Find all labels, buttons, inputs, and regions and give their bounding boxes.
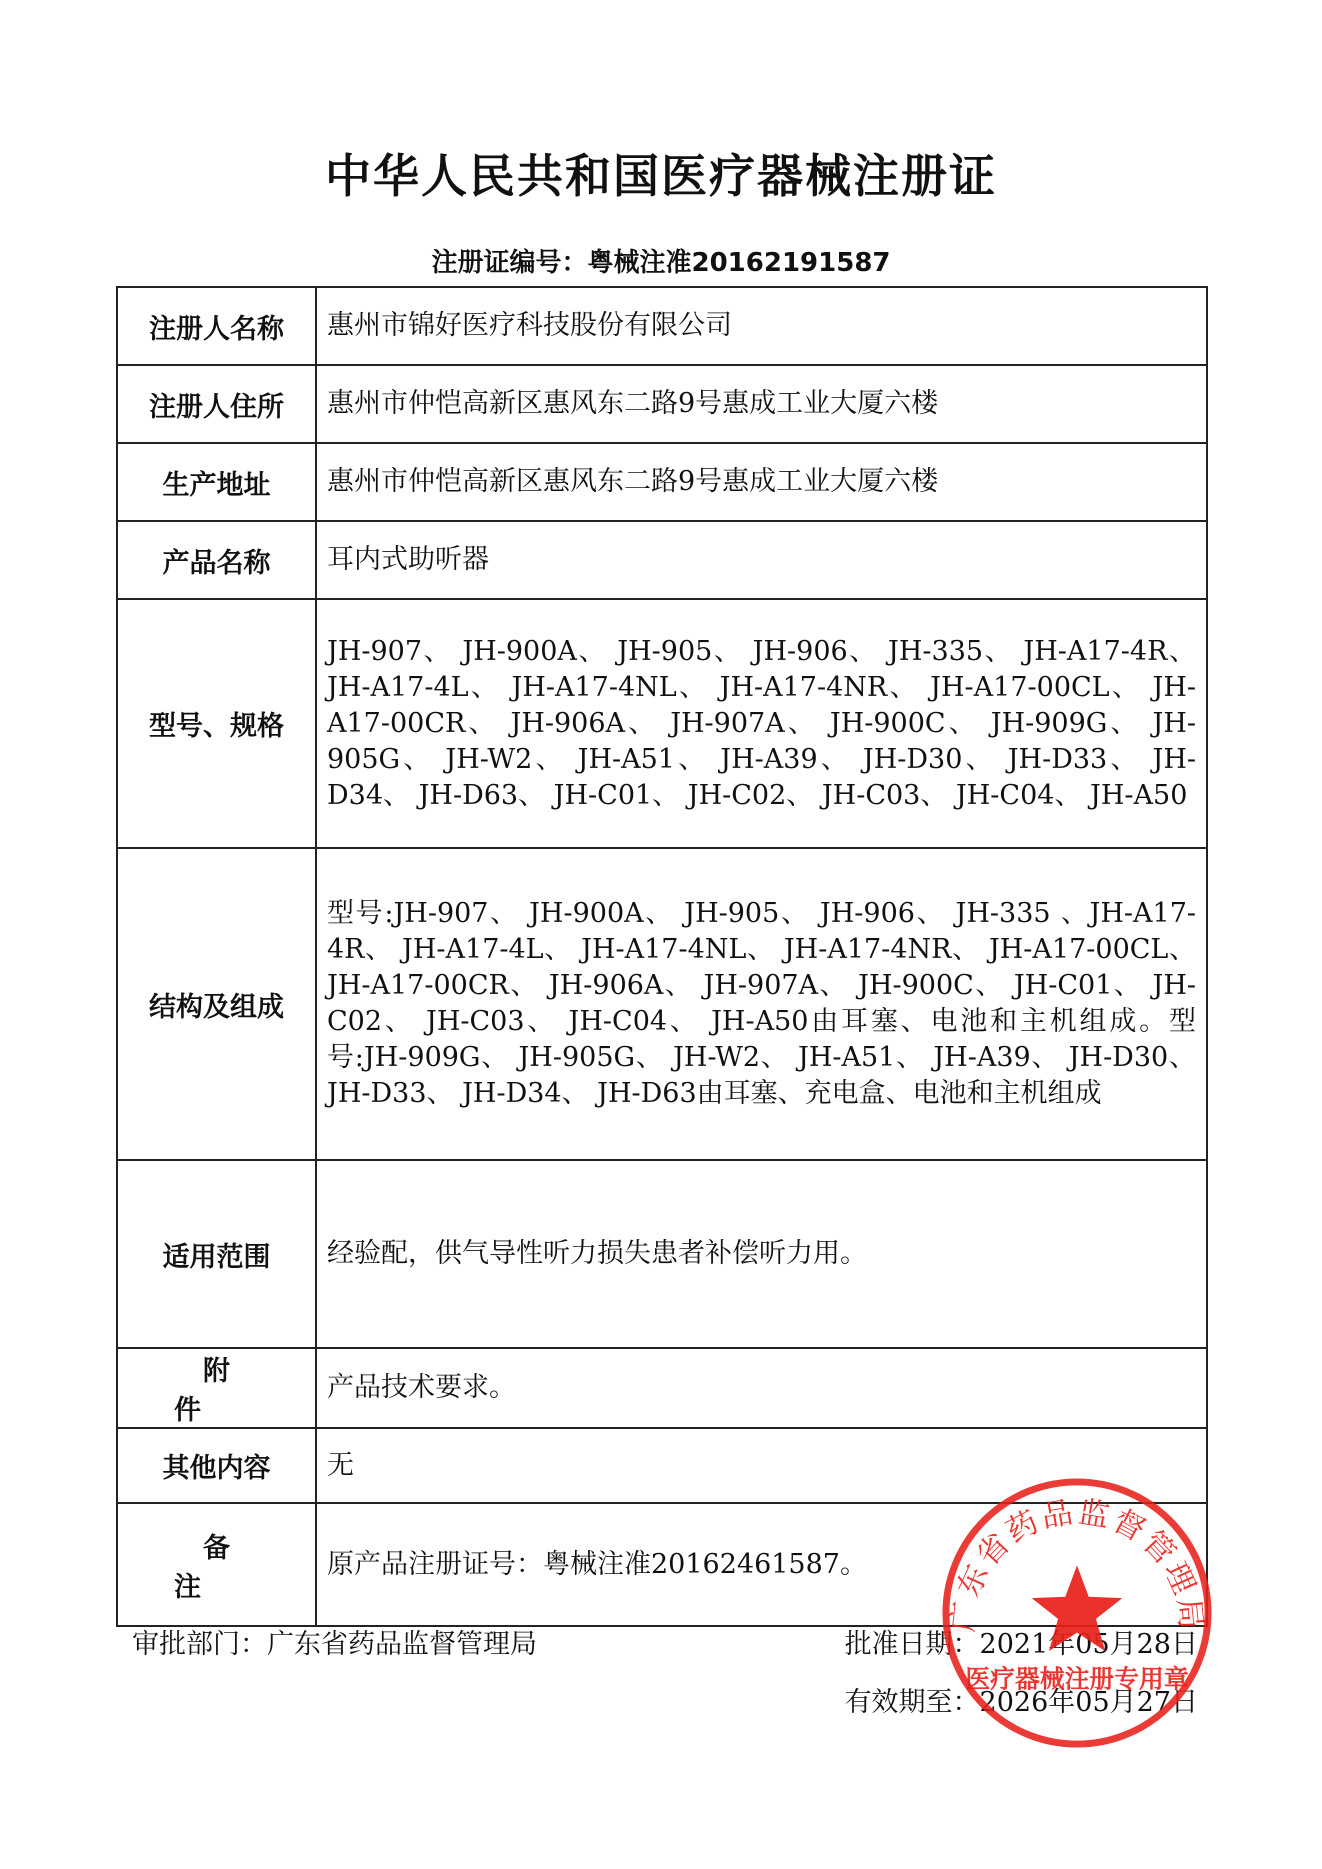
table-row <box>117 443 1207 521</box>
row-value-remarks: 原产品注册证号：粤械注准20162461587。 <box>316 1503 1207 1626</box>
table-row <box>117 1348 1207 1428</box>
row-value-registrant-address: 惠州市仲恺高新区惠风东二路9号惠成工业大厦六楼 <box>316 365 1207 443</box>
row-label-registrant-address: 注册人住所 <box>117 365 316 443</box>
registration-number: 注册证编号：粤械注准20162191587 <box>431 248 891 278</box>
row-value-scope: 经验配，供气导性听力损失患者补偿听力用。 <box>316 1160 1207 1348</box>
table-row <box>117 287 1207 365</box>
row-value-attachment: 产品技术要求。 <box>316 1348 1207 1428</box>
svg-text:医疗器械注册专用章: 医疗器械注册专用章 <box>965 1664 1189 1694</box>
row-label-product-name: 产品名称 <box>117 521 316 599</box>
svg-text:广东省药品监督管理局: 广东省药品监督管理局 <box>944 1494 1210 1634</box>
row-label-scope: 适用范围 <box>117 1160 316 1348</box>
table-row <box>117 848 1207 1160</box>
row-label-other: 其他内容 <box>117 1428 316 1503</box>
row-value-structure: 型号:JH-907、 JH-900A、 JH-905、 JH-906、 JH-335 、JH-A17-4R、 JH-A17-4L、 JH-A17-4NL、 JH-A17-4NR、 JH-A17-00CL、 JH-A17-00CR、 JH-906A、 JH-907A、 JH-900C、 JH-C01、 JH-C02、 JH-C03、 JH-C04、 JH-A50由耳塞、电池和主机组成。型号:JH-909G、 JH-905G、 JH-W2、 JH-A51、 JH-A39、 JH-D30、 JH-D33、 JH-D34、 JH-D63由耳塞、充电盒、电池和主机组成 <box>316 848 1207 1160</box>
row-label-attachment: 附件 <box>117 1348 316 1428</box>
valid-until: 有效期至：2026年05月27日 <box>844 1687 1198 1718</box>
row-label-remarks: 备注 <box>117 1503 316 1626</box>
table-row <box>117 521 1207 599</box>
row-value-product-name: 耳内式助听器 <box>316 521 1207 599</box>
row-value-production-address: 惠州市仲恺高新区惠风东二路9号惠成工业大厦六楼 <box>316 443 1207 521</box>
certificate-title: 中华人民共和国医疗器械注册证 <box>325 149 997 203</box>
row-value-other: 无 <box>316 1428 1207 1503</box>
table-row <box>117 599 1207 848</box>
row-value-registrant-name: 惠州市锦好医疗科技股份有限公司 <box>316 287 1207 365</box>
star-icon <box>1032 1565 1123 1651</box>
table-row <box>117 365 1207 443</box>
row-label-production-address: 生产地址 <box>117 443 316 521</box>
row-label-models: 型号、规格 <box>117 599 316 848</box>
row-label-structure: 结构及组成 <box>117 848 316 1160</box>
approval-department: 审批部门：广东省药品监督管理局 <box>132 1629 537 1660</box>
table-row <box>117 1160 1207 1348</box>
row-label-registrant-name: 注册人名称 <box>117 287 316 365</box>
approval-date: 批准日期：2021年05月28日 <box>844 1629 1198 1660</box>
row-value-models: JH-907、 JH-900A、 JH-905、 JH-906、 JH-335、 JH-A17-4R、 JH-A17-4L、 JH-A17-4NL、 JH-A17-4NR、 JH-A17-00CL、 JH-A17-00CR、 JH-906A、 JH-907A、 JH-900C、 JH-909G、 JH-905G、 JH-W2、 JH-A51、 JH-A39、 JH-D30、 JH-D33、 JH-D34、 JH-D63、 JH-C01、 JH-C02、 JH-C03、 JH-C04、 JH-A50 <box>316 599 1207 848</box>
official-seal <box>938 1474 1216 1752</box>
certificate-table <box>116 286 1208 1627</box>
